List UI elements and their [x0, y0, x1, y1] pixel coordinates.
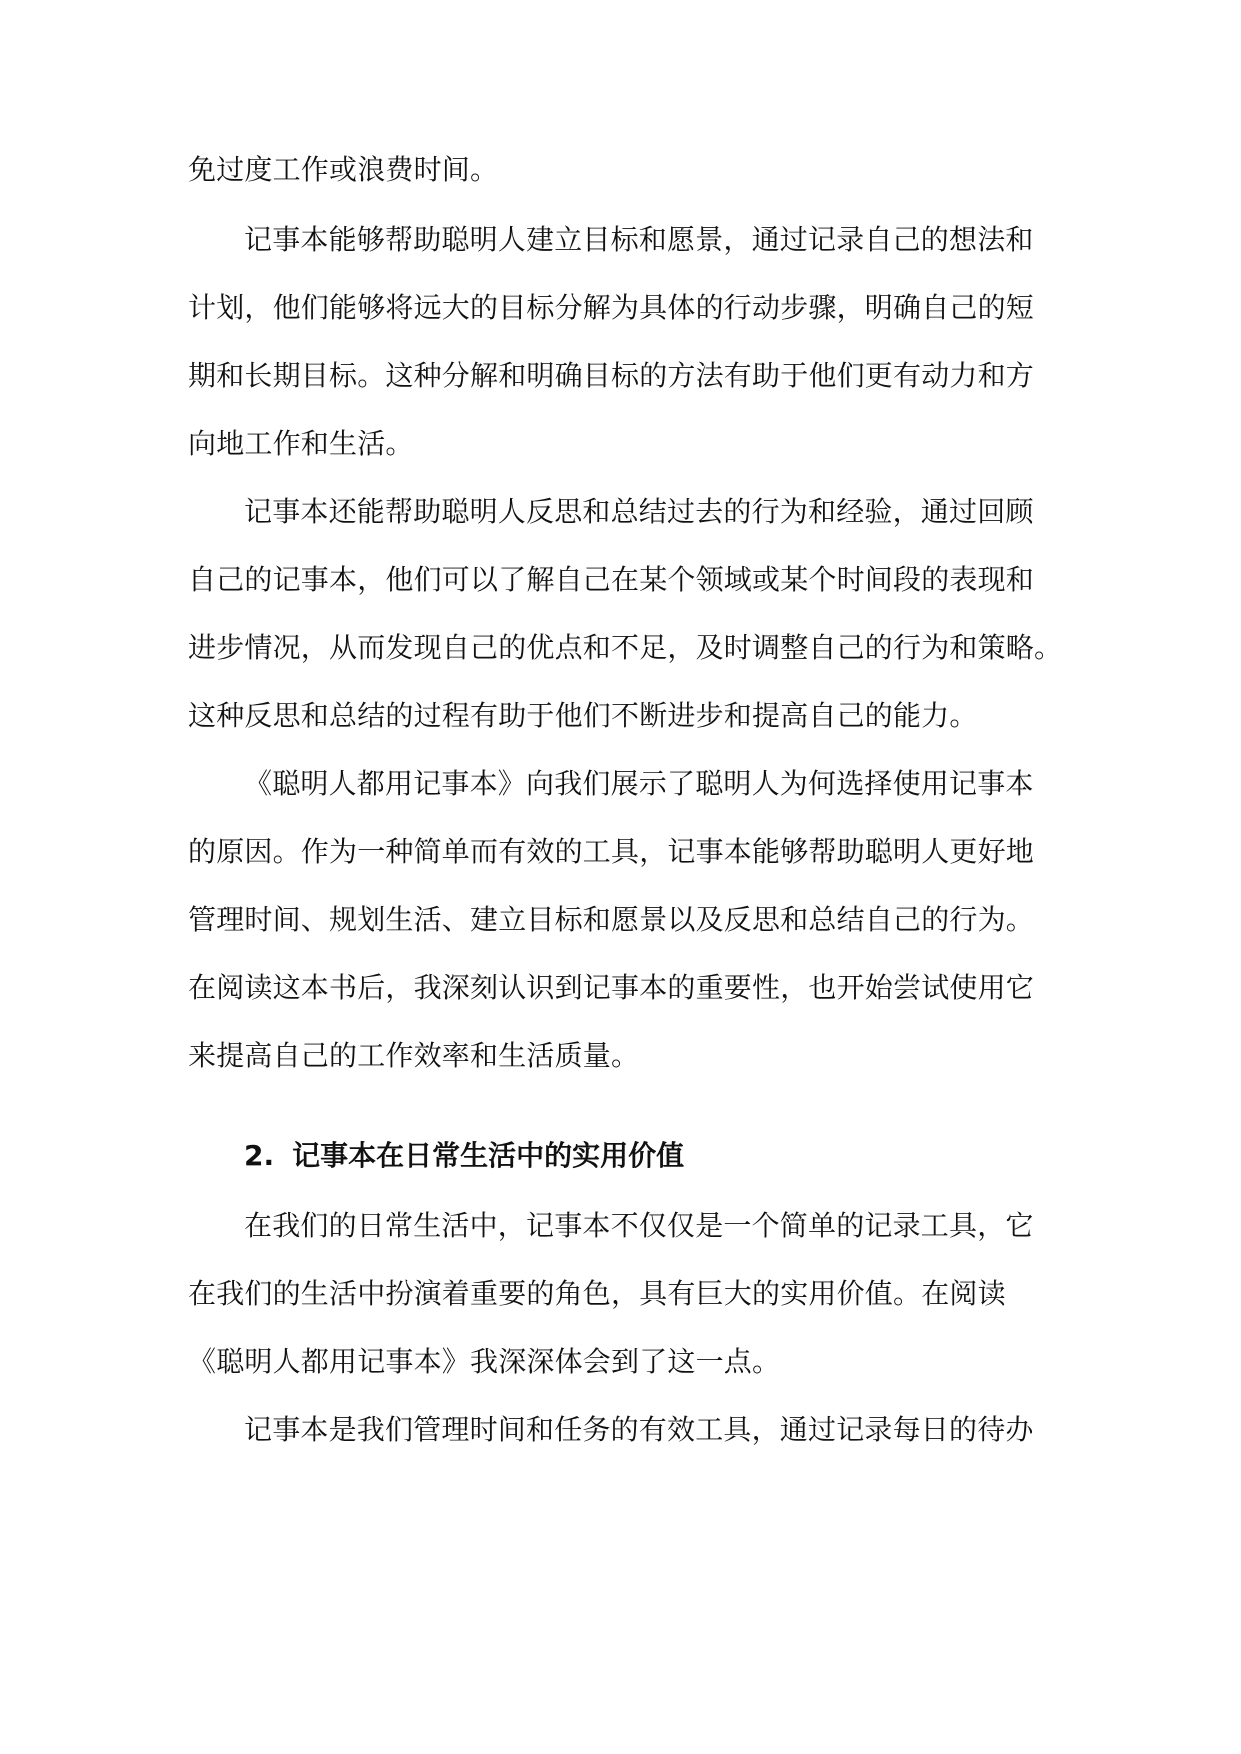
paragraph-line: 在我们的生活中扮演着重要的角色，具有巨大的实用价值。在阅读 — [188, 1277, 1006, 1310]
paragraph-line: 在阅读这本书后，我深刻认识到记事本的重要性，也开始尝试使用它 — [188, 971, 1035, 1004]
paragraph-line: 的原因。作为一种简单而有效的工具，记事本能够帮助聪明人更好地 — [188, 835, 1035, 868]
paragraph-line: 计划，他们能够将远大的目标分解为具体的行动步骤，明确自己的短 — [188, 291, 1035, 324]
paragraph-line: 《聪明人都用记事本》向我们展示了聪明人为何选择使用记事本 — [244, 767, 1034, 800]
paragraph-line: 管理时间、规划生活、建立目标和愿景以及反思和总结自己的行为。 — [188, 903, 1035, 936]
paragraph-line: 记事本是我们管理时间和任务的有效工具，通过记录每日的待办 — [244, 1413, 1034, 1446]
paragraph-line: 《聪明人都用记事本》我深深体会到了这一点。 — [188, 1345, 781, 1378]
paragraph-line: 进步情况，从而发现自己的优点和不足，及时调整自己的行为和策略。 — [188, 631, 1063, 664]
paragraph-line: 自己的记事本，他们可以了解自己在某个领域或某个时间段的表现和 — [188, 563, 1035, 596]
paragraph-line: 记事本能够帮助聪明人建立目标和愿景，通过记录自己的想法和 — [244, 223, 1034, 256]
paragraph-line: 向地工作和生活。 — [188, 427, 414, 460]
paragraph-line: 免过度工作或浪费时间。 — [188, 153, 499, 186]
paragraph-line: 在我们的日常生活中，记事本不仅仅是一个简单的记录工具，它 — [244, 1209, 1034, 1242]
paragraph-line: 这种反思和总结的过程有助于他们不断进步和提高自己的能力。 — [188, 699, 978, 732]
section-number: 2. — [244, 1139, 275, 1172]
paragraph-line: 记事本还能帮助聪明人反思和总结过去的行为和经验，通过回顾 — [244, 495, 1034, 528]
paragraph-line: 来提高自己的工作效率和生活质量。 — [188, 1039, 640, 1072]
paragraph-line: 期和长期目标。这种分解和明确目标的方法有助于他们更有动力和方 — [188, 359, 1035, 392]
section-title: 记事本在日常生活中的实用价值 — [292, 1139, 685, 1172]
section-heading — [244, 1136, 684, 1176]
